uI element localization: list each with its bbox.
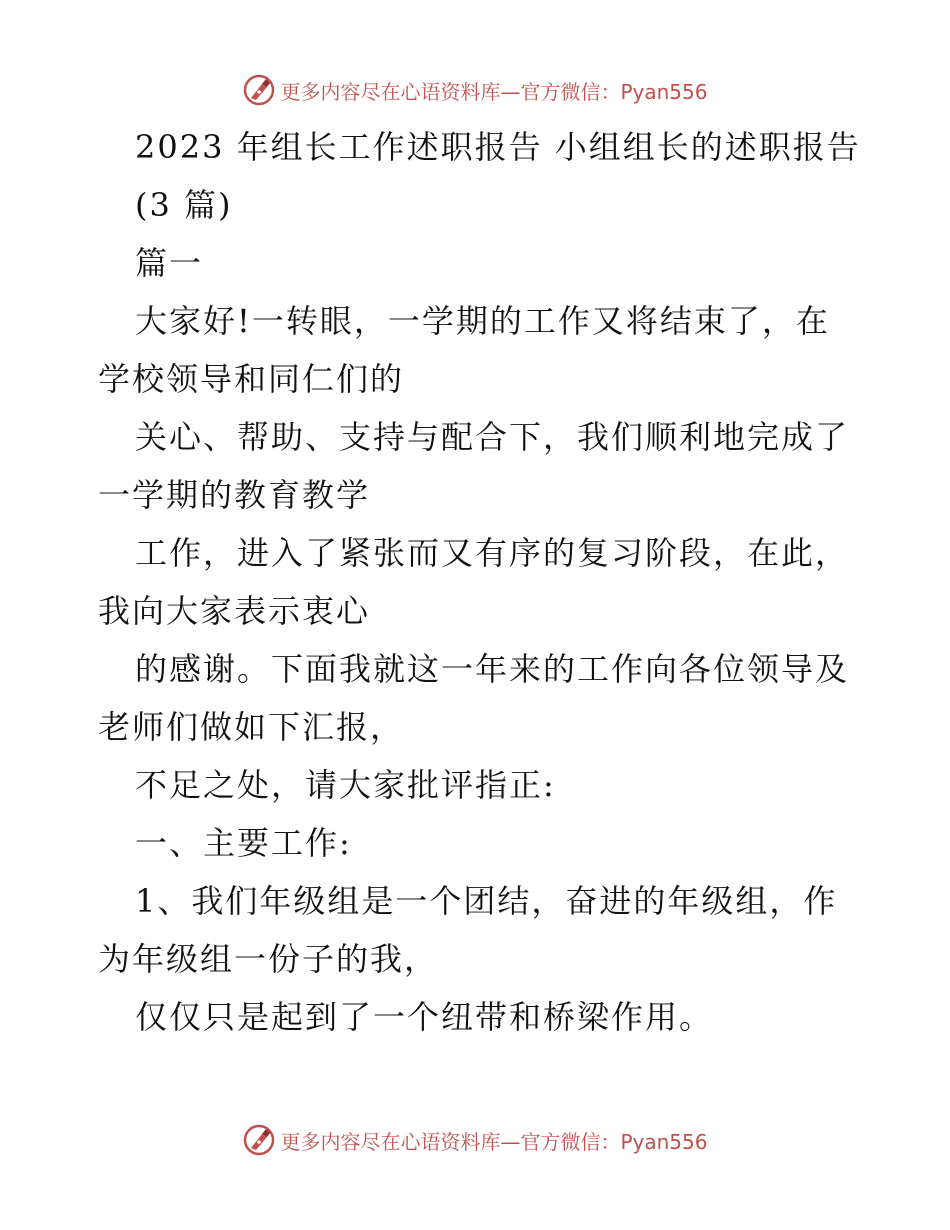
text-line: 一学期的教育教学 <box>98 476 371 514</box>
text-line: (3 篇) <box>135 186 233 224</box>
pen-nib-logo-icon <box>242 1123 276 1157</box>
document-title: 2023 年组长工作述职报告 小组组长的述职报告 <box>135 128 861 166</box>
text-line: 篇一 <box>135 244 204 282</box>
text-line: 一、主要工作: <box>135 824 352 862</box>
header-watermark <box>0 70 950 110</box>
text-line: 老师们做如下汇报， <box>98 708 405 746</box>
text-line: 为年级组一份子的我， <box>98 940 439 978</box>
text-line: 1、我们年级组是一个团结，奋进的年级组，作 <box>135 882 838 920</box>
text-line: 大家好!一转眼，一学期的工作又将结束了，在 <box>135 302 830 340</box>
text-line: 关心、帮助、支持与配合下，我们顺利地完成了 <box>135 418 850 456</box>
header-watermark-text: 更多内容尽在心语资料库—官方微信：Pyan556 <box>280 79 708 104</box>
document-body <box>98 118 861 1046</box>
text-line: 工作，进入了紧张而又有序的复习阶段，在此， <box>135 534 850 572</box>
footer-watermark <box>0 1120 950 1160</box>
text-line: 我向大家表示衷心 <box>98 592 371 630</box>
text-line: 的感谢。下面我就这一年来的工作向各位领导及 <box>135 650 850 688</box>
pen-nib-logo-icon <box>242 73 276 107</box>
footer-watermark-text: 更多内容尽在心语资料库—官方微信：Pyan556 <box>280 1129 708 1154</box>
text-line: 仅仅只是起到了一个纽带和桥梁作用。 <box>135 998 714 1036</box>
text-line: 不足之处，请大家批评指正: <box>135 766 556 804</box>
text-line: 学校领导和同仁们的 <box>98 360 405 398</box>
